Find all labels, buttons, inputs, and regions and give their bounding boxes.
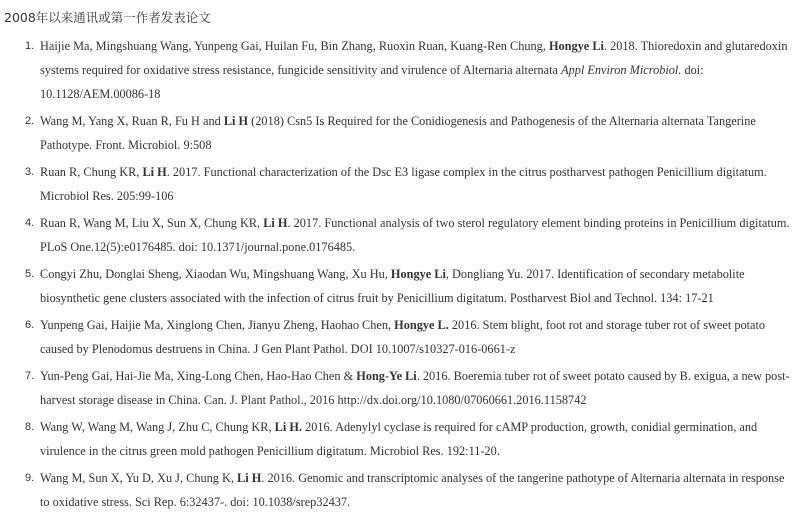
publication-item: [25, 211, 790, 259]
publication-number: 5.: [25, 268, 35, 280]
publication-authors: Wang M, Sun X, Yu D, Xu J, Chung K,: [40, 471, 238, 485]
publication-list: [25, 34, 790, 517]
publication-authors: Yun-Peng Gai, Hai-Jie Ma, Xing-Long Chen, Hao-Hao Chen &: [40, 369, 357, 383]
publication-number: 3.: [25, 166, 35, 178]
publication-details: . 2016. Genomic and transcriptomic analyses of the tangerine pathotype of Alternaria alternata in response to oxidative stress. Sci Rep. 6:32437-. doi: 10.1038/srep32437.: [40, 471, 785, 509]
publication-number: 8.: [25, 421, 35, 433]
highlighted-author: Hongye L.: [394, 318, 449, 332]
publication-details: , Dongliang Yu. 2017. Identification of secondary metabolite biosynthetic gene clusters associated with the infection of citrus fruit by Penicillium digitatum. Postharvest Biol and Technol. 134: 17-21: [40, 267, 745, 305]
publication-authors: Yunpeng Gai, Haijie Ma, Xinglong Chen, Jianyu Zheng, Haohao Chen,: [40, 318, 395, 332]
publication-authors: Congyi Zhu, Donglai Sheng, Xiaodan Wu, Mingshuang Wang, Xu Hu,: [40, 267, 391, 281]
publication-item: [25, 466, 790, 514]
publication-item: [25, 109, 790, 157]
publication-details: . 2016. Boeremia tuber rot of sweet potato caused by B. exigua, a new post-harvest storage disease in China. Can. J. Plant Pathol., 2016 http://dx.doi.org/10.1080/07060661.2016.1158742: [40, 369, 790, 407]
publication-details: . 2018. Thioredoxin and glutaredoxin systems required for oxidative stress resistance, fungicide sensitivity and virulence of Alternaria alternata: [40, 39, 788, 77]
publication-item: [25, 364, 790, 412]
publication-details: . 2017. Functional analysis of two sterol regulatory element binding proteins in Penicillium digitatum. PLoS One.12(5):e0176485. doi: 10.1371/journal.pone.0176485.: [40, 216, 790, 254]
publication-number: 9.: [25, 472, 35, 484]
publication-item: [25, 160, 790, 208]
highlighted-author: Li H: [263, 216, 288, 230]
publication-number: 1.: [25, 40, 35, 52]
publication-number: 4.: [25, 217, 35, 229]
highlighted-author: Hongye Li: [548, 39, 604, 53]
publication-item: [25, 415, 790, 463]
publication-number: 6.: [25, 319, 35, 331]
publication-item: [25, 34, 790, 106]
highlighted-author: Li H: [142, 165, 167, 179]
publication-details: 2016. Stem blight, foot rot and storage tuber rot of sweet potato caused by Plenodomus destruens in China. J Gen Plant Pathol. DOI 10.1007/s10327-016-0661-z: [40, 318, 766, 356]
publication-authors: Ruan R, Chung KR,: [40, 165, 143, 179]
highlighted-author: Li H: [223, 114, 249, 128]
publication-details: 2016. Adenylyl cyclase is required for cAMP production, growth, conidial germination, and virulence in the citrus green mold pathogen Penicillium digitatum. Microbiol Res. 192:11-20.: [40, 420, 758, 458]
publication-item: [25, 262, 790, 310]
publication-details: (2018) Csn5 Is Required for the Conidiogenesis and Pathogenesis of the Alternaria alternata Tangerine Pathotype. Front. Microbiol. 9:508: [40, 114, 756, 152]
highlighted-author: Hong-Ye Li: [356, 369, 417, 383]
publication-details: . 2017. Functional characterization of the Dsc E3 ligase complex in the citrus postharvest pathogen Penicillium digitatum. Microbiol Res. 205:99-106: [40, 165, 767, 203]
publication-authors: Haijie Ma, Mingshuang Wang, Yunpeng Gai, Huilan Fu, Bin Zhang, Ruoxin Ruan, Kuang-Ren Chung,: [40, 39, 549, 53]
page-heading: 2008年以来通讯或第一作者发表论文: [4, 10, 211, 25]
publication-number: 7.: [25, 370, 35, 382]
publication-authors: Ruan R, Wang M, Liu X, Sun X, Chung KR,: [40, 216, 264, 230]
journal-name: Appl Environ Microbiol.: [561, 63, 682, 77]
publication-authors: Wang W, Wang M, Wang J, Zhu C, Chung KR,: [40, 420, 275, 434]
highlighted-author: Li H: [237, 471, 262, 485]
publication-number: 2.: [25, 115, 35, 127]
publication-doi: doi: 10.1128/AEM.00086-18: [40, 63, 704, 101]
highlighted-author: Hongye Li: [390, 267, 446, 281]
publication-authors: Wang M, Yang X, Ruan R, Fu H and: [40, 114, 224, 128]
highlighted-author: Li H.: [274, 420, 303, 434]
publication-item: [25, 313, 790, 361]
